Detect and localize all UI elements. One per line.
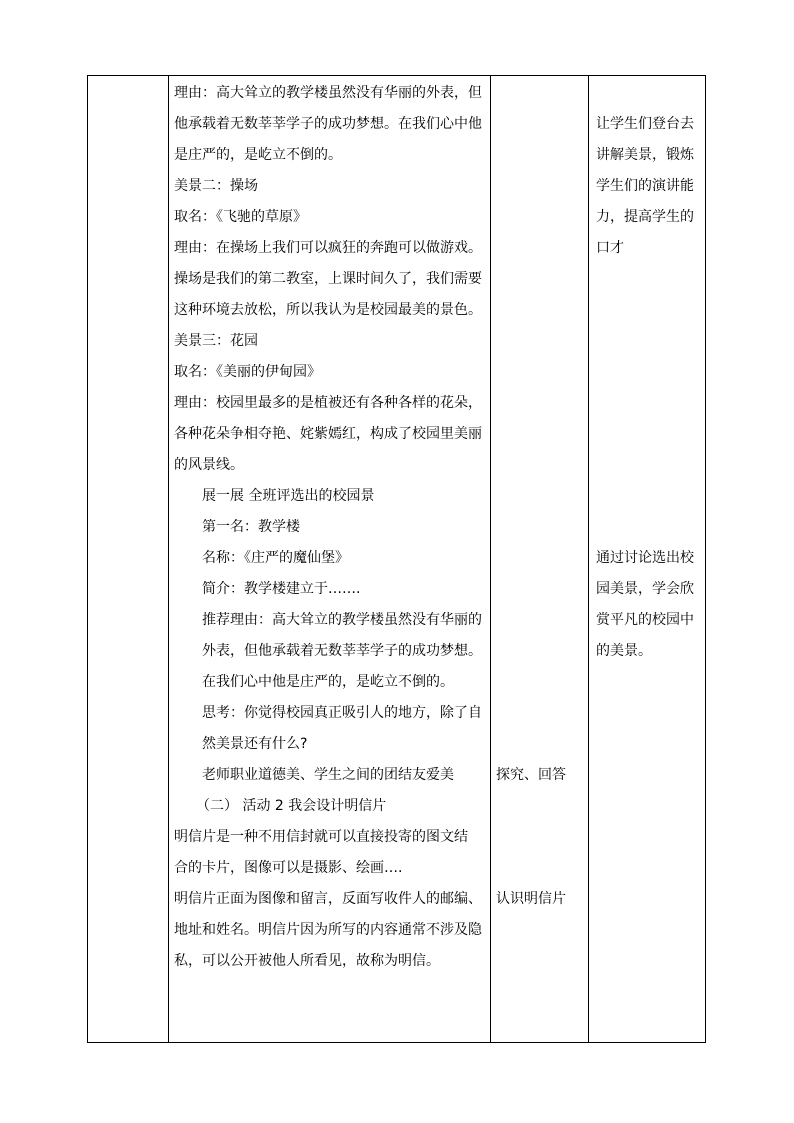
intent-line: 赏平凡的校园中 [596,612,694,628]
content-line: 地址和姓名。明信片因为所写的内容通常不涉及隐 [174,922,482,938]
content-line: 各种花朵争相夺艳、姹紫嫣红，构成了校园里美丽 [174,426,482,442]
content-line: 理由：校园里最多的是植被还有各种各样的花朵， [174,395,482,411]
content-line: 名称：《庄严的魔仙堡》 [202,550,349,566]
content-line: 简介：教学楼建立于……. [202,581,361,597]
content-line: 合的卡片，图像可以是摄影、绘画…. [174,860,403,876]
content-line: 这种环境去放松，所以我认为是校园最美的景色。 [174,302,482,318]
content-line: 美景三：花园 [174,333,258,349]
content-line: 理由：高大耸立的教学楼虽然没有华丽的外表，但 [174,85,482,101]
intent-line: 的美景。 [596,643,652,659]
content-line: 美景二：操场 [174,178,258,194]
content-line: 取名：《飞驰的草原》 [174,209,307,225]
content-line: 明信片正面为图像和留言，反面写收件人的邮编、 [174,891,482,907]
section-heading: 展一展 全班评选出的校园景 [202,488,375,504]
lesson-table [87,75,706,1043]
content-line: 然美景还有什么? [202,736,308,752]
column-divider-3 [588,76,589,1042]
intent-line: 力，提高学生的 [596,209,694,225]
content-line: 他承载着无数莘莘学子的成功梦想。在我们心中他 [174,116,482,132]
content-line: 第一名：教学楼 [202,519,300,535]
student-activity: 探究、回答 [496,767,566,783]
content-line: 推荐理由：高大耸立的教学楼虽然没有华丽的 [202,612,482,628]
intent-line: 讲解美景，锻炼 [596,147,694,163]
content-line: 取名：《美丽的伊甸园》 [174,364,321,380]
content-line: 是庄严的，是屹立不倒的。 [174,147,342,163]
content-line: 在我们心中他是庄严的，是屹立不倒的。 [202,674,454,690]
content-line: 明信片是一种不用信封就可以直接投寄的图文结 [174,829,468,845]
content-line: 私，可以公开被他人所看见，故称为明信。 [174,953,440,969]
intent-line: 让学生们登台去 [596,116,694,132]
intent-line: 口才 [596,240,624,256]
content-line: 操场是我们的第二教室，上课时间久了，我们需要 [174,271,482,287]
content-line: 老师职业道德美、学生之间的团结友爱美 [202,767,454,783]
student-activity: 认识明信片 [496,891,566,907]
content-line: 思考：你觉得校园真正吸引人的地方，除了自 [202,705,482,721]
intent-line: 学生们的演讲能 [596,178,694,194]
content-line: 的风景线。 [174,457,244,473]
column-divider-1 [168,76,169,1042]
intent-line: 通过讨论选出校 [596,550,694,566]
content-line: 外表，但他承载着无数莘莘学子的成功梦想。 [202,643,482,659]
content-line: 理由：在操场上我们可以疯狂的奔跑可以做游戏。 [174,240,482,256]
column-divider-2 [490,76,491,1042]
intent-line: 园美景，学会欣 [596,581,694,597]
section-heading: （二） 活动 2 我会设计明信片 [196,798,387,814]
